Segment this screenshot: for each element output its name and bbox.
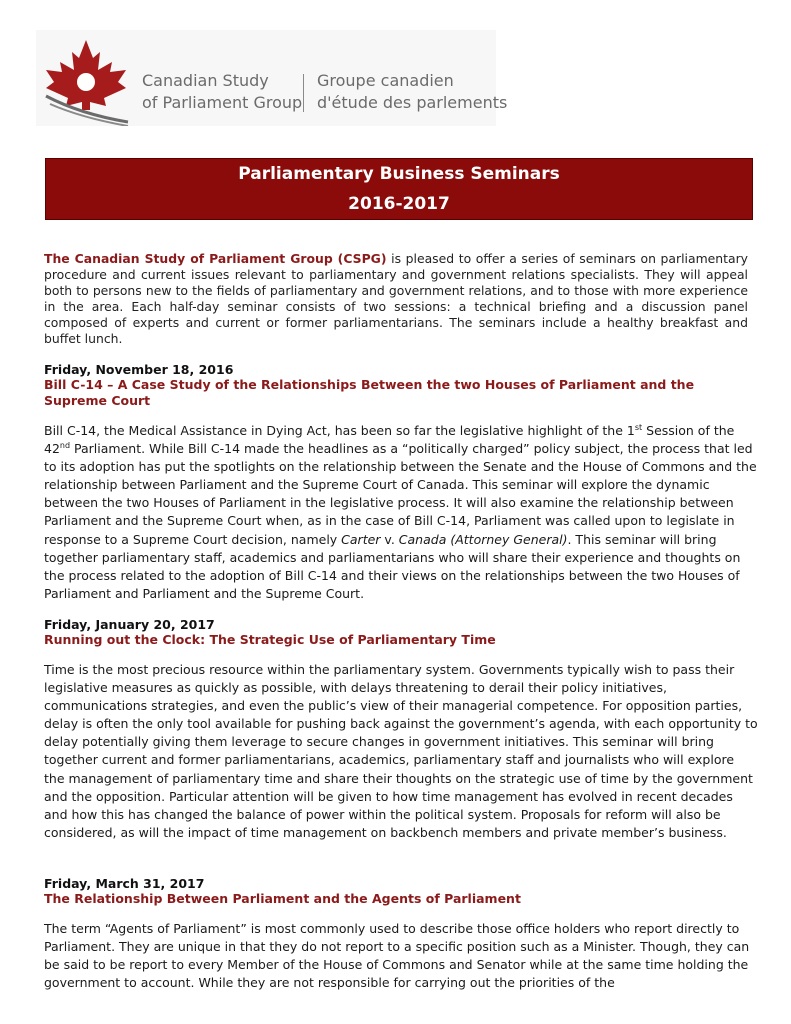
seminar-1-description: Bill C-14, the Medical Assistance in Dying Act, has been so far the legislative highlight of the 1st Session of the 42nd Parliament. While Bill C-14 made the headlines as a “politically charged” policy subject, the process that led to its adoption has put the spotlights on the relationship between the Senate and the House of Commons and the relationship between Parliament and the Supreme Court of Canada. This seminar will explore the dynamic between the two Houses of Parliament in the legislative process. It will also examine the relationship between Parliament and the Supreme Court when, as in the case of Bill C-14, Parliament was called upon to legislate in response to a Supreme Court decision, namely Carter v. Canada (Attorney General). This seminar will bring together parliamentary staff, academics and parliamentarians who will share their experience and thoughts on the process related to the adoption of Bill C-14 and their views on the relationships between the two Houses of Parliament and Parliament and the Supreme Court. [44, 422, 757, 601]
logo-fr-line2: d'étude des parlements [317, 93, 508, 112]
intro-org-name: The Canadian Study of Parliament Group (CSPG) [44, 251, 387, 266]
seminar-1-title: Bill C-14 – A Case Study of the Relationships Between the two Houses of Parliament and the Supreme Court [44, 377, 695, 408]
seminar-2-description: Time is the most precious resource within the parliamentary system. Governments typically wish to pass their legislative measures as quickly as possible, with delays threatening to derail their policy initiatives, communications strategies, and even the public’s view of their managerial competence. For opposition parties, delay is often the only tool available for pushing back against the government’s agenda, with each opportunity to delay potentially giving them leverage to secure changes in government initiatives. This seminar will bring together current and former parliamentarians, academics, parliamentary staff and journalists who will explore the management of parliamentary time and share their thoughts on the strategic use of time by the government and the opposition. Particular attention will be given to how time management has evolved in recent decades and how this has changed the balance of power within the political system. Proposals for reform will also be considered, as will the impact of time management on backbench members and private member’s business. [44, 662, 758, 840]
logo-fr-line1: Groupe canadien [317, 71, 454, 90]
intro-paragraph [44, 251, 748, 346]
logo-divider [303, 74, 304, 112]
logo-en-line2: of Parliament Group [142, 93, 303, 112]
seminar-3-description: The term “Agents of Parliament” is most commonly used to describe those office holders who report directly to Parliament. They are unique in that they do not report to a specific position such as a Minister. Though, they can be said to be report to every Member of the House of Commons and Senator while at the same time holding the government to account. While they are not responsible for carrying out the priorities of the [44, 921, 750, 991]
seminar-3-date: Friday, March 31, 2017 [44, 876, 205, 891]
logo-english-name [142, 70, 302, 114]
banner-years: 2016-2017 [348, 194, 450, 214]
title-banner [45, 158, 753, 220]
seminar-2-title: Running out the Clock: The Strategic Use of Parliamentary Time [44, 632, 496, 647]
maple-leaf-icon [40, 36, 132, 126]
logo-french-name [317, 70, 517, 114]
intro-text: is pleased to offer a series of seminars on parliamentary procedure and current issues relevant to parliamentary and government relations specialists. They will appeal both to persons new to the fields of parliamentary and government relations, and to those with more experience in the area. Each half-day seminar consists of two sessions: a technical briefing and a discussion panel composed of experts and current or former parliamentarians. The seminars include a healthy breakfast and buffet lunch. [44, 251, 748, 346]
logo-en-line1: Canadian Study [142, 71, 269, 90]
seminar-3-title: The Relationship Between Parliament and the Agents of Parliament [44, 891, 521, 906]
seminar-1-date: Friday, November 18, 2016 [44, 362, 234, 377]
seminar-2-date: Friday, January 20, 2017 [44, 617, 215, 632]
banner-title: Parliamentary Business Seminars [238, 164, 560, 184]
